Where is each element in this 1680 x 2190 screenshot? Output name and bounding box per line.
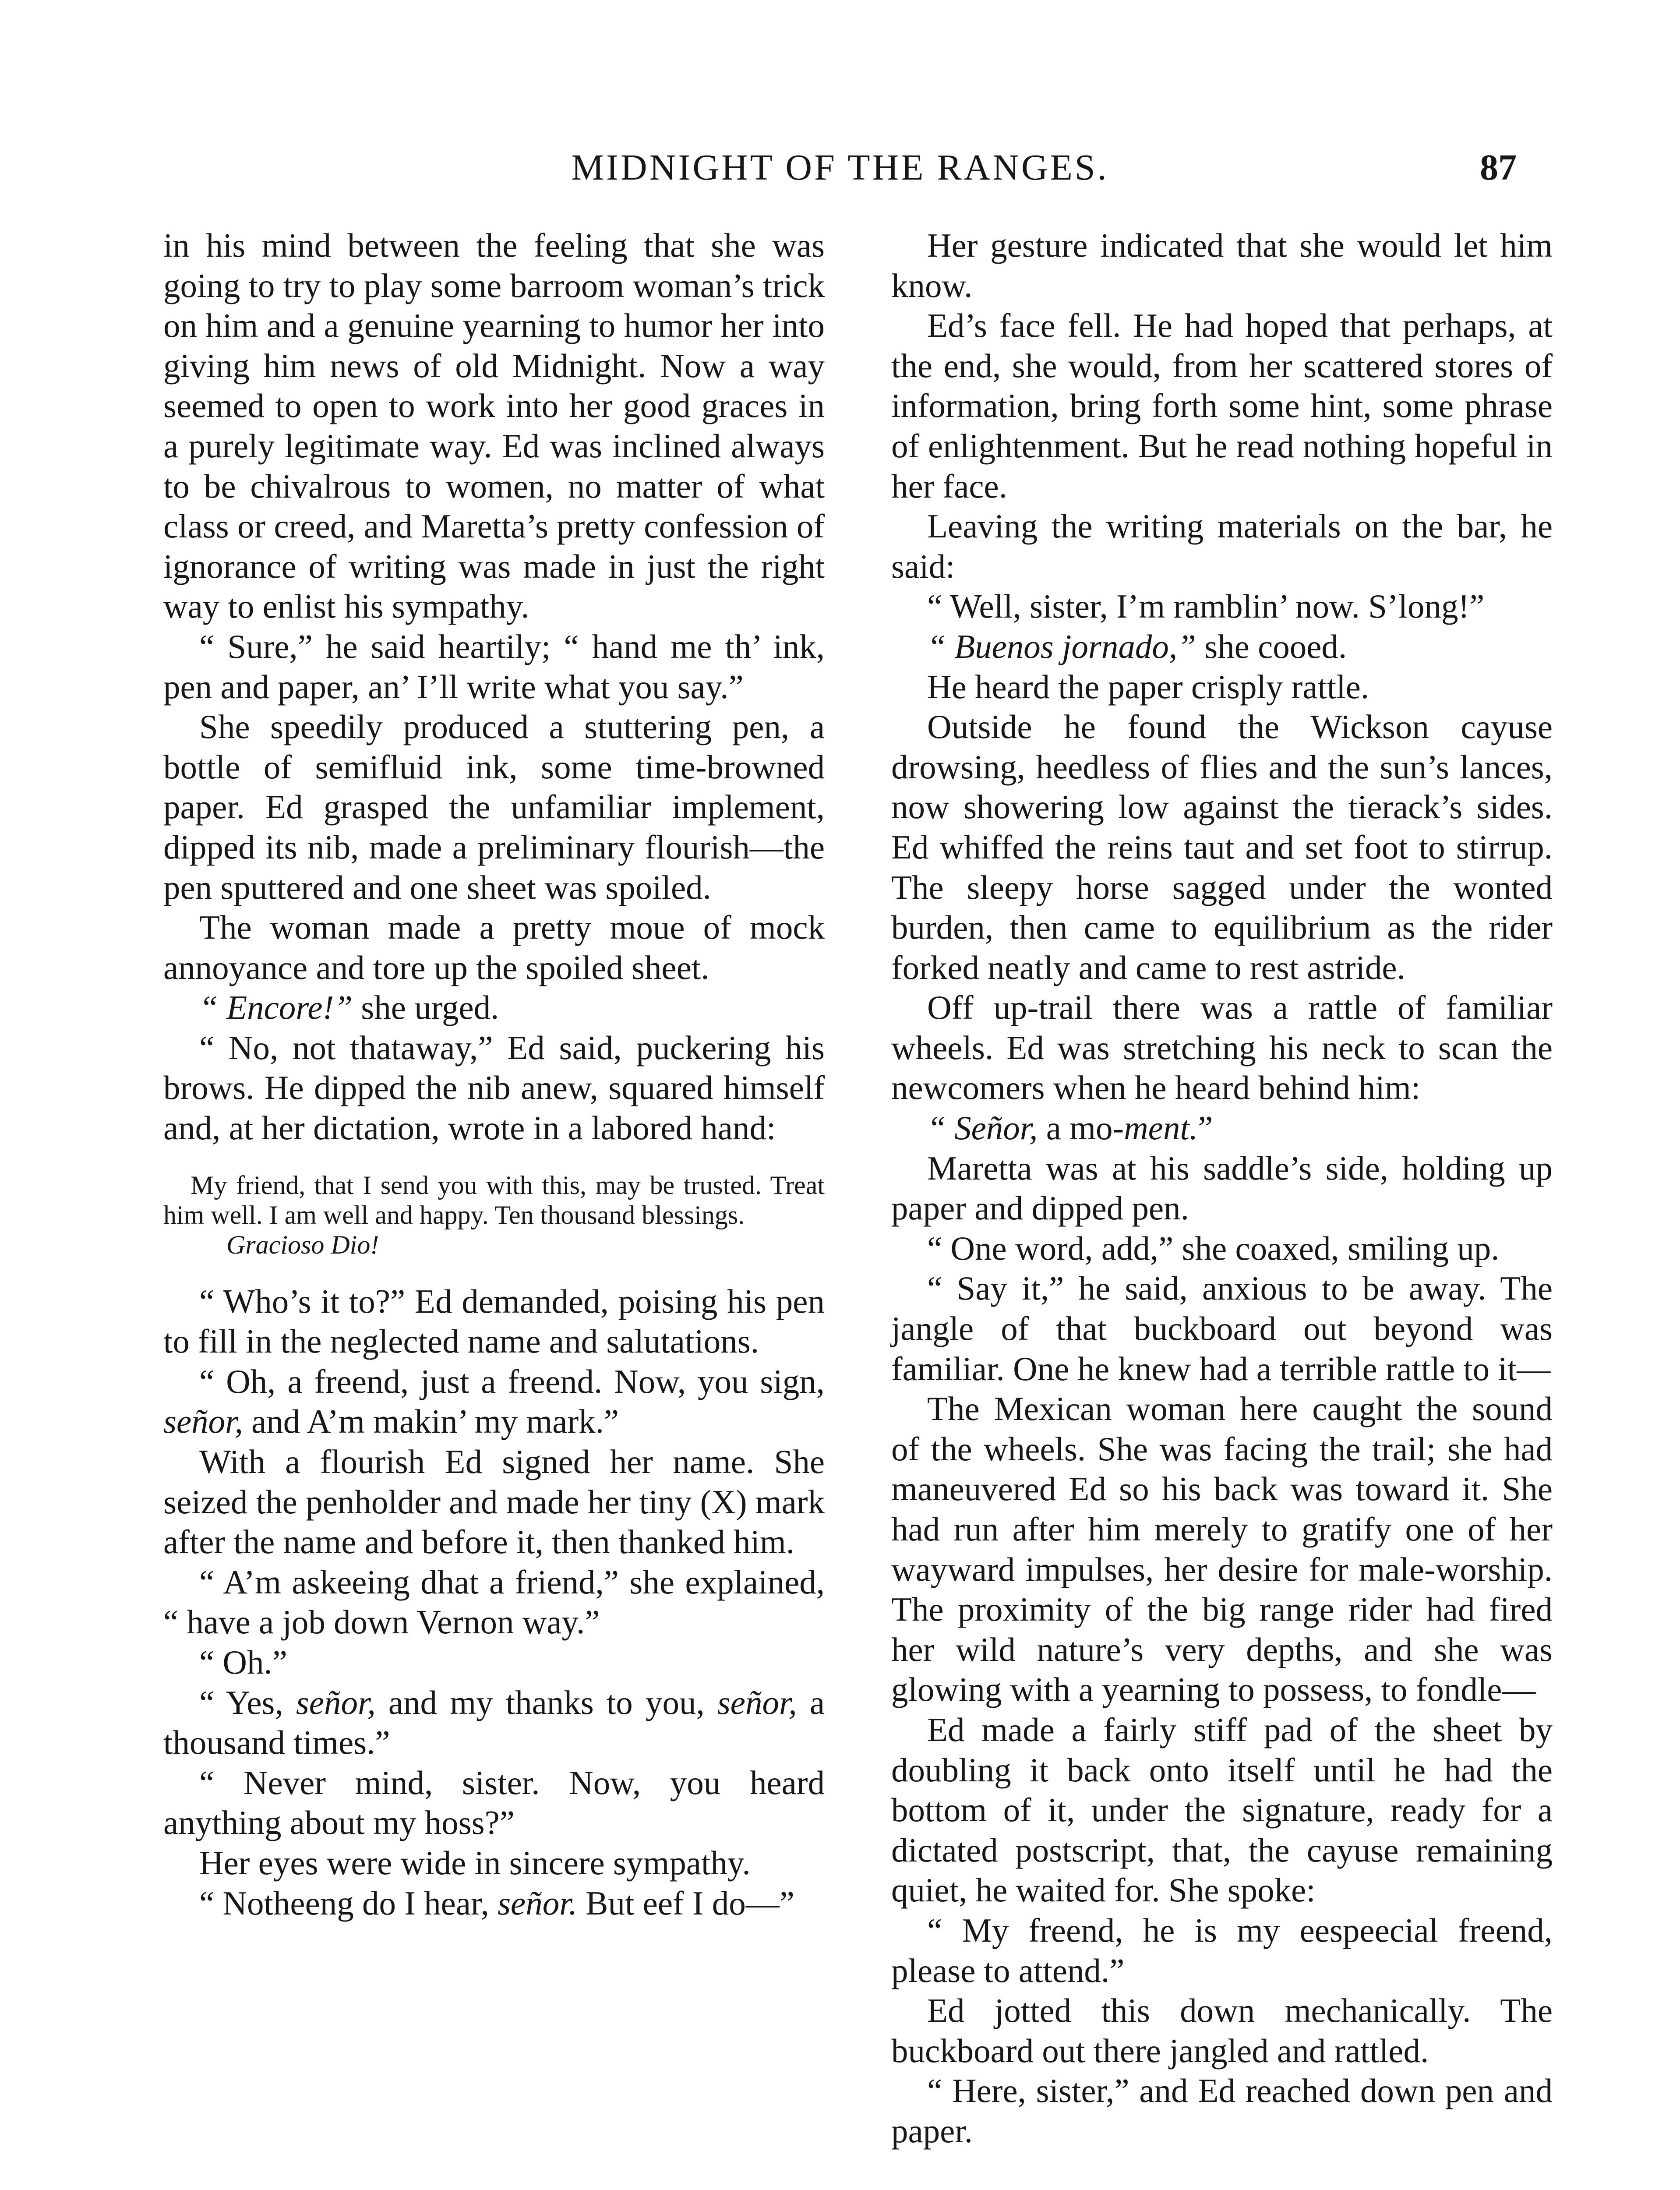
page-number: 87 bbox=[1480, 147, 1517, 188]
text-run: she cooed. bbox=[1196, 627, 1347, 665]
paragraph bbox=[163, 1883, 825, 1924]
italic-word: señor, bbox=[717, 1683, 797, 1721]
paragraph: Leaving the writing materials on the bar, he said: bbox=[891, 507, 1553, 585]
letter-signature: Gracioso Dio! bbox=[226, 1230, 379, 1259]
letter-block bbox=[163, 1170, 825, 1260]
italic-quote: “ Encore!” bbox=[199, 989, 353, 1027]
italic-word: señor, bbox=[163, 1402, 243, 1441]
text-run: But eef I do—” bbox=[577, 1884, 794, 1922]
paragraph: Ed’s face fell. He had hoped that perhaps, at the end, she would, from her scattered stores of information, bring forth some hint, some phrase of enlightenment. But he read nothing hopeful in her face. bbox=[891, 307, 1553, 505]
italic-quote: “ Buenos jornado,” bbox=[927, 627, 1196, 665]
italic-word: “ Señor, bbox=[927, 1109, 1038, 1147]
text-run: and my thanks to you, bbox=[375, 1683, 717, 1721]
italic-word: señor, bbox=[296, 1683, 376, 1721]
paragraph: “ One word, add,” she coaxed, smiling up. bbox=[927, 1229, 1500, 1267]
paragraph: “ Who’s it to?” Ed demanded, poising his pen to fill in the neglected name and salutations. bbox=[163, 1282, 825, 1360]
left-column bbox=[163, 226, 825, 1923]
paragraph: The Mexican woman here caught the sound of the wheels. She was facing the trail; she had maneuvered Ed so his back was toward it. She had run after him merely to gratify one of her wayward impulses, her desire for male-worship. The proximity of the big range rider had fired her wild nature’s very depths, and she was glowing with a yearning to possess, to fondle— bbox=[891, 1390, 1553, 1709]
italic-word: señor. bbox=[498, 1884, 577, 1922]
paragraph: “ Here, sister,” and Ed reached down pen and paper. bbox=[891, 2072, 1553, 2150]
letter-text: My friend, that I send you with this, may be trusted. Treat him well. I am well and happy. Ten thousand blessings. bbox=[163, 1170, 825, 1229]
paragraph: Maretta was at his saddle’s side, holding up paper and dipped pen. bbox=[891, 1149, 1553, 1227]
running-title: MIDNIGHT OF THE RANGES. bbox=[571, 147, 1109, 188]
paragraph: “ Well, sister, I’m ramblin’ now. S’long!” bbox=[927, 587, 1485, 625]
paragraph: The woman made a pretty moue of mock annoyance and tore up the spoiled sheet. bbox=[163, 908, 825, 986]
paragraph: He heard the paper crisply rattle. bbox=[927, 668, 1369, 706]
text-run: and A’m makin’ my mark.” bbox=[243, 1402, 619, 1441]
paragraph bbox=[891, 627, 1553, 667]
paragraph: Ed made a fairly stiff pad of the sheet by doubling it back onto itself until he had the bottom of it, under the signature, ready for a dictated postscript, that, the cayuse remaining quiet, he waited for. She spoke: bbox=[891, 1710, 1553, 1909]
italic-word: ment. bbox=[1124, 1109, 1198, 1147]
paragraph: Off up-trail there was a rattle of familiar wheels. Ed was stretching his neck to scan the newcomers when he heard behind him: bbox=[891, 989, 1553, 1107]
text-run: “ Yes, bbox=[199, 1683, 296, 1721]
text-run: a mo- bbox=[1038, 1109, 1124, 1147]
text-run: “ Oh, a freend, just a freend. Now, you sign, bbox=[199, 1362, 825, 1400]
paragraph: in his mind between the feeling that she was going to try to play some barroom woman’s trick on him and a genuine yearning to humor her into giving him news of old Midnight. Now a way seemed to open to work into her good graces in a purely legitimate way. Ed was inclined always to be chivalrous to women, no matter of what class or creed, and Maretta’s pretty confession of ignorance of writing was made in just the right way to enlist his sympathy. bbox=[163, 226, 825, 625]
paragraph bbox=[163, 1362, 825, 1442]
paragraph: “ Oh.” bbox=[199, 1643, 287, 1681]
text-run: ” bbox=[1198, 1109, 1213, 1147]
paragraph bbox=[163, 1683, 825, 1763]
paragraph: Outside he found the Wickson cayuse drowsing, heedless of flies and the sun’s lances, now showering low against the tierack’s sides. Ed whiffed the reins taut and set foot to stirrup. The sleepy horse sagged under the wonted burden, then came to equilibrium as the rider forked neatly and came to rest astride. bbox=[891, 708, 1553, 986]
paragraph: “ Never mind, sister. Now, you heard anything about my hoss?” bbox=[163, 1763, 825, 1842]
paragraph: “ Sure,” he said heartily; “ hand me th’ ink, pen and paper, an’ I’ll write what you say.” bbox=[163, 627, 825, 706]
paragraph bbox=[163, 988, 825, 1028]
text-run: “ Notheeng do I hear, bbox=[199, 1884, 498, 1922]
paragraph: Ed jotted this down mechanically. The buckboard out there jangled and rattled. bbox=[891, 1992, 1553, 2070]
text-run: a thousand times.” bbox=[163, 1683, 825, 1762]
paragraph: Her gesture indicated that she would let him know. bbox=[891, 226, 1553, 304]
paragraph: With a flourish Ed signed her name. She seized the penholder and made her tiny (X) mark after the name and before it, then thanked him. bbox=[163, 1443, 825, 1561]
paragraph: “ A’m askeeing dhat a friend,” she explained, “ have a job down Vernon way.” bbox=[163, 1563, 825, 1641]
paragraph: “ No, not thataway,” Ed said, puckering his brows. He dipped the nib anew, squared himself and, at her dictation, wrote in a labored hand: bbox=[163, 1028, 825, 1147]
paragraph: She speedily produced a stuttering pen, a bottle of semifluid ink, some time-browned paper. Ed grasped the unfamiliar implement, dipped its nib, made a preliminary flourish—the pen sputtered and one sheet was spoiled. bbox=[163, 708, 825, 906]
paragraph: Her eyes were wide in sincere sympathy. bbox=[199, 1844, 751, 1882]
text-run: she urged. bbox=[353, 989, 499, 1027]
paragraph: “ Say it,” he said, anxious to be away. The jangle of that buckboard out beyond was familiar. One he knew had a terrible rattle to it— bbox=[891, 1269, 1553, 1388]
running-head bbox=[163, 143, 1517, 191]
paragraph bbox=[891, 1108, 1553, 1148]
right-column bbox=[891, 226, 1553, 2151]
paragraph: “ My freend, he is my eespeecial freend, please to attend.” bbox=[891, 1911, 1553, 1989]
